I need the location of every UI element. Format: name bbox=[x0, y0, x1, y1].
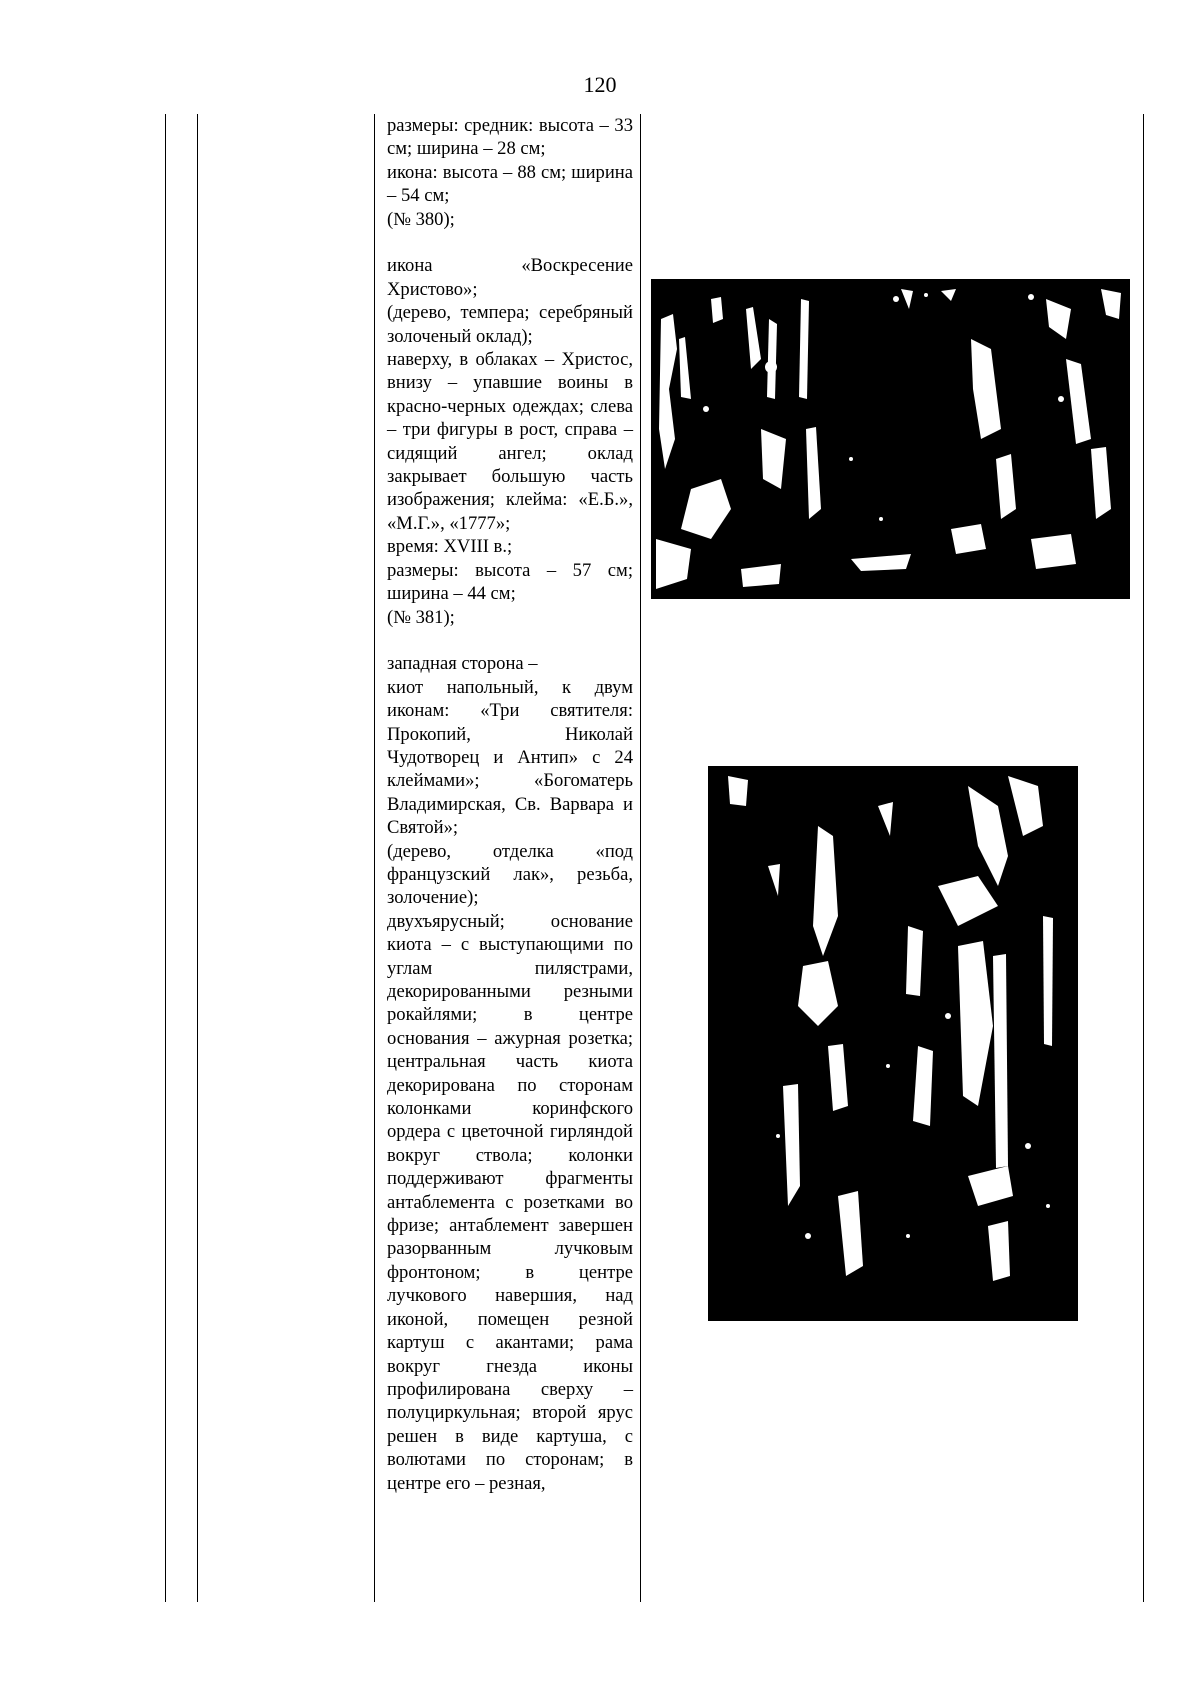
text-line: (№ 381); bbox=[387, 606, 455, 628]
text-line: (№ 380); bbox=[387, 208, 455, 230]
photo-kiot-west bbox=[708, 766, 1078, 1321]
text-line: икона: высота – 88 см; ширина – 54 см; bbox=[387, 161, 633, 207]
description-column bbox=[387, 114, 633, 1495]
photo-icon-resurrection bbox=[651, 279, 1130, 599]
text-line: наверху, в облаках – Христос, внизу – упавшие воины в красно-черных одеждах; слева – три фигуры в рост, справа – сидящий ангел; оклад закрывает большую часть изображения; клейма: «Е.Б.», «М.Г.», «1777»; bbox=[387, 349, 633, 534]
text-line: киот напольный, к двум иконам: «Три святителя: Прокопий, Николай Чудотворец и Антип» с 24 клеймами»; «Богоматерь Владимирская, Св. Варвара и Святой»; bbox=[387, 676, 633, 839]
table-border-right bbox=[1143, 114, 1144, 1602]
text-line: размеры: средник: высота – 33 см; ширина – 28 см; bbox=[387, 115, 633, 160]
text-line: (дерево, темпера; серебряный золоченый оклад); bbox=[387, 302, 633, 347]
table-border-left bbox=[165, 114, 166, 1602]
photo-icon-resurrection-graphic bbox=[651, 279, 1130, 599]
table-border-col3 bbox=[374, 114, 375, 1602]
text-line: западная сторона – bbox=[387, 653, 538, 675]
page-number: 120 bbox=[583, 72, 617, 97]
table-border-col4 bbox=[640, 114, 641, 1602]
text-line: икона «Воскресение Христово»; bbox=[387, 255, 633, 300]
photo-kiot-west-graphic bbox=[708, 766, 1078, 1321]
entry-dimensions-380 bbox=[387, 114, 633, 231]
text-line: (дерево, отделка «под французский лак», резьба, золочение); bbox=[387, 840, 633, 909]
entry-icon-resurrection bbox=[387, 254, 633, 629]
table-border-col2 bbox=[197, 114, 198, 1602]
text-line: двухъярусный; основание киота – с выступающими по углам пилястрами, декорированными резными рокайлями; в центре основания – ажурная розетка; центральная часть киота декорирована по сторонам колонками коринфского ордера с цветочной гирляндой вокруг ствола; колонки поддерживают фрагменты антаблемента с розетками во фризе; антаблемент завершен разорванным лучковым фронтоном; в центре лучкового навершия, над иконой, помещен резной картуш с акантами; рама вокруг гнезда иконы профилирована сверху – полуциркульная; второй ярус решен в виде картуша, с волютами по сторонам; в центре его – резная, bbox=[387, 910, 633, 1494]
entry-kiot-west bbox=[387, 652, 633, 1495]
text-line: размеры: высота – 57 см; ширина – 44 см; bbox=[387, 559, 633, 605]
text-line: время: XVIII в.; bbox=[387, 536, 513, 558]
